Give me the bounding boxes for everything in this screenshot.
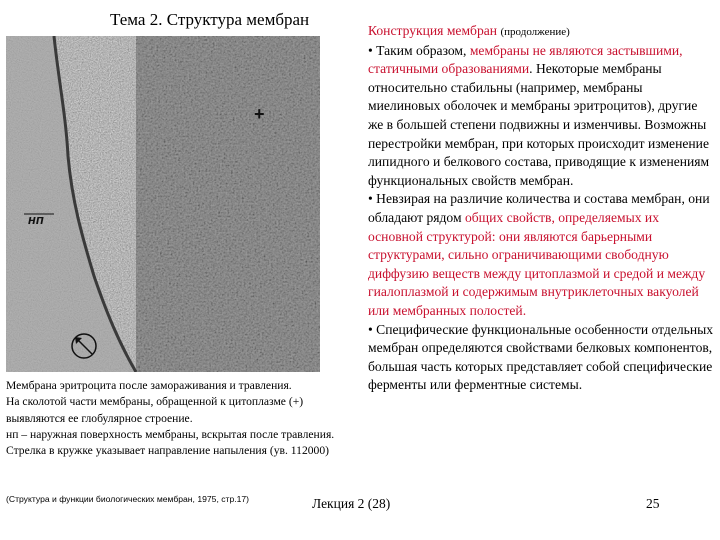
np-label: нп: [28, 212, 44, 227]
paragraph-1: [368, 42, 714, 191]
p1-lead: • Таким образом,: [368, 42, 470, 58]
source-citation: (Структура и функции биологических мембран, 1975, стр.17): [6, 494, 250, 504]
paragraph-3: • Специфические функциональные особенности отдельных мембран определяются свойствами белковых компонентов, большая часть которых представляет собой специфические ферменты или ферментные системы.: [368, 321, 714, 393]
footer-lecture: Лекция 2 (28): [312, 496, 391, 511]
heading-text: Конструкция мембран: [368, 23, 498, 38]
figure-caption: [6, 378, 351, 459]
p1-rest: . Некоторые мембраны относительно стабильны (например, мембраны миелиновых оболочек и мембраны эритроцитов), другие же в большей степени подвижны и изменчивы. Возможны перестройки мембран, при которых происходит изменение липидного и белкового состава, приводящие к изменениям функциональных свойств мембран.: [368, 61, 710, 188]
caption-line-3: нп – наружная поверхность мембраны, вскрытая после травления. Стрелка в кружке указывает направление напыления (ув. 112000): [6, 427, 335, 458]
heading-suffix: (продолжение): [500, 26, 570, 38]
main-text: [368, 22, 714, 395]
caption-line-2: На сколотой части мембраны, обращенной к цитоплазме (+) выявляются ее глобулярное строение.: [6, 395, 304, 425]
section-heading: [368, 22, 714, 42]
slide-title: Тема 2. Структура мембран: [110, 10, 310, 29]
page-number: 25: [646, 496, 660, 511]
plus-marker: +: [254, 104, 265, 124]
p2-lead: • Невзирая на различие количества и состава мембран, они обладают рядом: [368, 191, 710, 225]
caption-line-1: Мембрана эритроцита после замораживания и травления.: [6, 379, 292, 392]
p1-highlight: мембраны не являются застывшими, статичными образованиями: [368, 42, 683, 77]
p2-highlight: общих свойств, определяемых их основной структурой: они являются барьерными структурами, сильно ограничивающими свободную диффузию веществ между цитоплазмой и средой и между гиалоплазмой и содержимым внутриклеточных вакуолей или мембранных полостей.: [368, 209, 706, 318]
paragraph-2: [368, 190, 714, 320]
micrograph-image: [6, 36, 320, 372]
